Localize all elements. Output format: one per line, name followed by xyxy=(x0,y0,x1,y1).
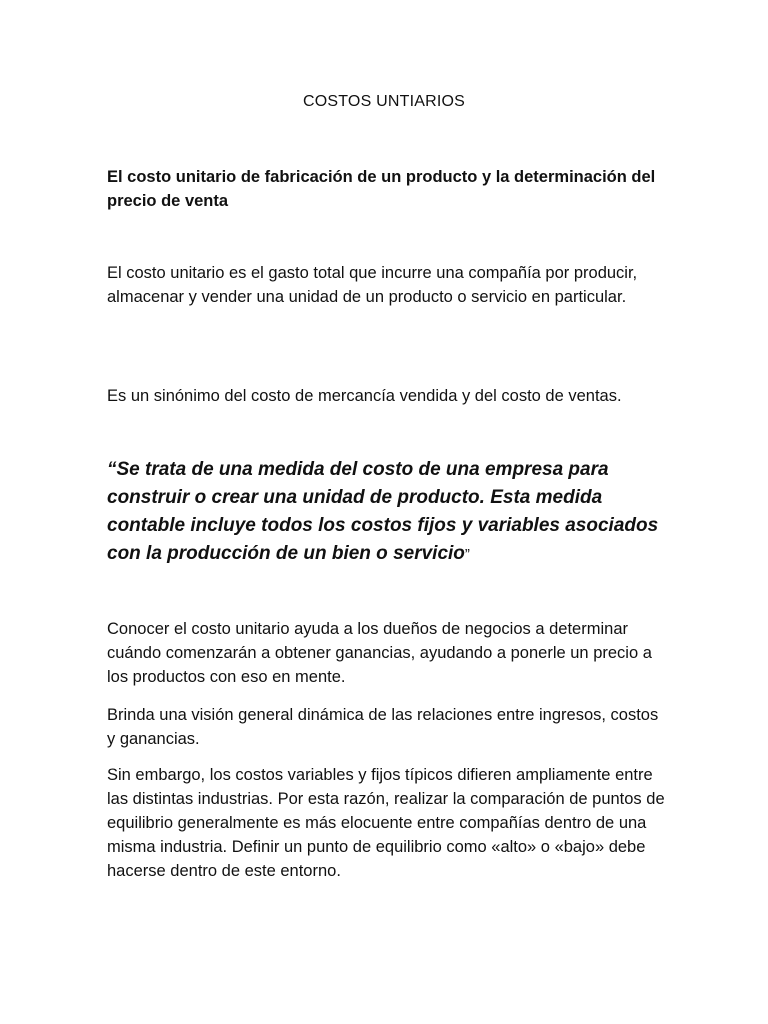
document-title: COSTOS UNTIARIOS xyxy=(302,93,466,110)
paragraph-definition: El costo unitario es el gasto total que incurre una compañía por producir, almacenar y vender una unidad de un producto o servicio en particular. xyxy=(107,264,638,306)
quote-closing-mark: ” xyxy=(464,546,470,563)
document-subtitle: El costo unitario de fabricación de un producto y la determinación del precio de venta xyxy=(107,168,656,210)
paragraph-benefit: Conocer el costo unitario ayuda a los dueños de negocios a determinar cuándo comenzarán a obtener ganancias, ayudando a ponerle un precio a los productos con eso en mente. xyxy=(107,620,652,686)
paragraph-synonym: Es un sinónimo del costo de mercancía vendida y del costo de ventas. xyxy=(107,387,622,405)
paragraph-industries: Sin embargo, los costos variables y fijos típicos difieren ampliamente entre las distintas industrias. Por esta razón, realizar la comparación de puntos de equilibrio generalmente es más elocuente entre compañías dentro de una misma industria. Definir un punto de equilibrio como «alto» o «bajo» debe hacerse dentro de este entorno. xyxy=(107,766,665,880)
paragraph-overview: Brinda una visión general dinámica de las relaciones entre ingresos, costos y ganancias. xyxy=(107,706,659,748)
quote-text: “Se trata de una medida del costo de una empresa para construir o crear una unidad de producto. Esta medida contable incluye todos los costos fijos y variables asociados con la producción de un bien o servicio xyxy=(107,459,659,564)
quote-block xyxy=(107,456,667,569)
